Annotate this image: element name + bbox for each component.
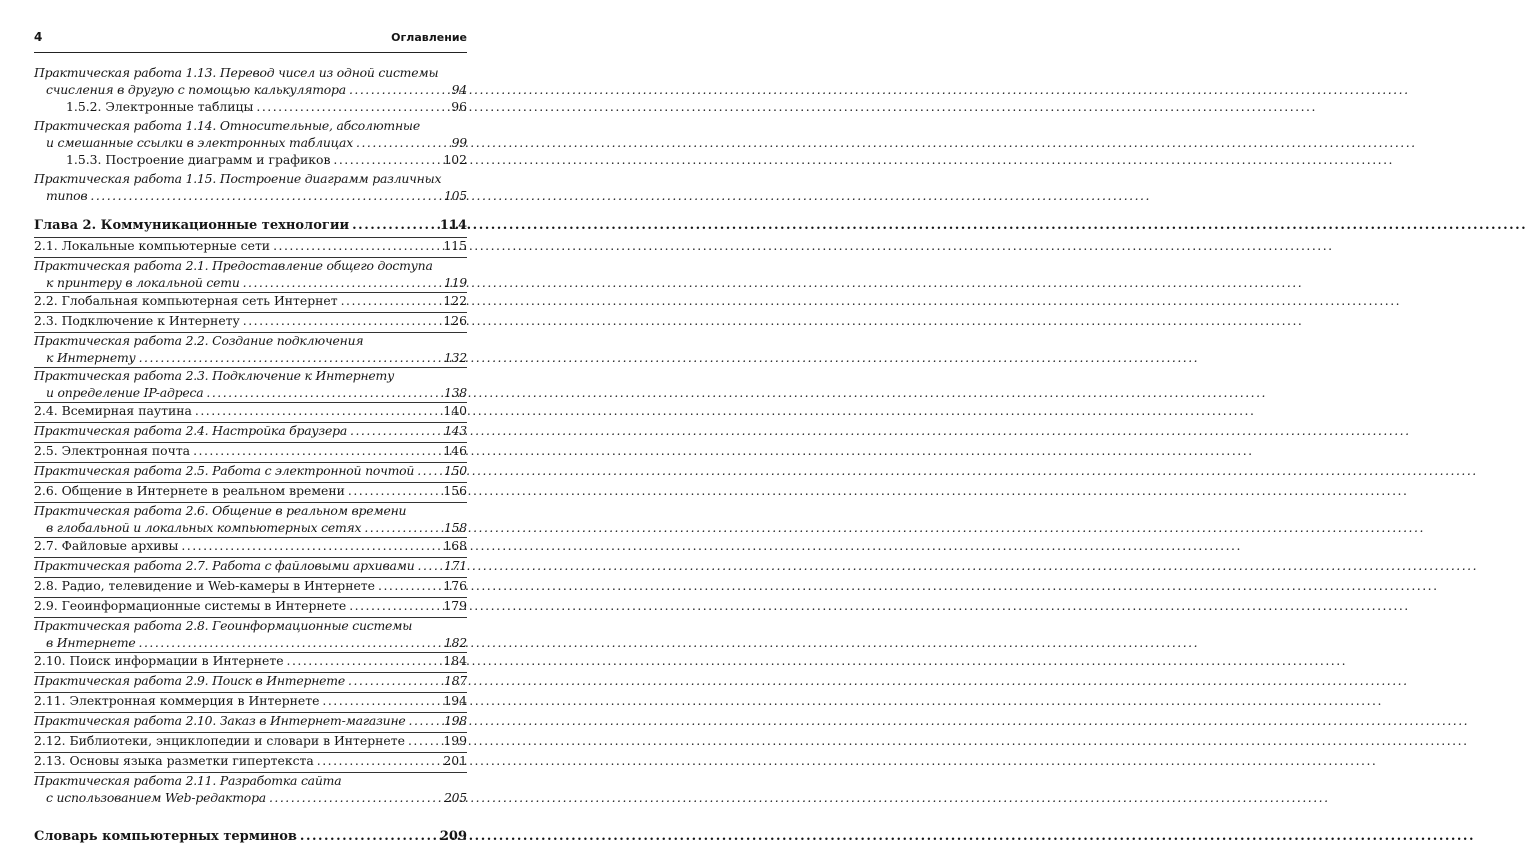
toc-entry-title: Практическая работа 2.10. Заказ в Интернет-магазине: [34, 713, 406, 728]
page-header: [34, 22, 467, 53]
toc-entry-section: [34, 733, 467, 752]
toc-entry-title: Глава 2. Коммуникационные технологии: [34, 218, 350, 233]
toc-entry-title: 2.12. Библиотеки, энциклопедии и словари в Интернете: [34, 733, 405, 748]
toc-entry-title-continuation: и определение IP-адреса: [46, 384, 204, 400]
toc-entry-title: 1.5.3. Построение диаграмм и графиков: [66, 152, 331, 167]
toc-entry-practical: [34, 258, 467, 292]
toc-leader-dots: [273, 238, 440, 253]
toc-entry-subsection: [34, 152, 467, 171]
toc-entry-section: [34, 313, 467, 332]
toc-page-number: 182: [443, 634, 467, 650]
toc-entry-title: 2.5. Электронная почта: [34, 443, 191, 458]
toc-entry-section: [34, 538, 467, 557]
toc-page-number: 114: [439, 218, 467, 233]
toc-entry-section: [34, 238, 467, 257]
running-title: Оглавление: [391, 31, 467, 44]
toc-leader-dots: [243, 313, 441, 328]
toc-page-number: 126: [443, 313, 467, 328]
toc-entry-title-continuation: типов: [46, 187, 88, 203]
toc-leader-dots: [195, 403, 440, 418]
toc-entry-title-continuation: счисления в другую с помощью калькулятора: [46, 81, 346, 97]
toc-entry-title: 2.7. Файловые архивы: [34, 538, 179, 553]
toc-entry-title: 2.8. Радио, телевидение и Web-камеры в Интернете: [34, 578, 375, 593]
toc-entry-title: Словарь компьютерных терминов: [34, 829, 297, 844]
toc-entry-section: [34, 578, 467, 597]
toc-leader-dots: [350, 423, 441, 438]
toc-entry-title-continuation: к принтеру в локальной сети: [46, 274, 240, 290]
toc-entry-practical: [34, 423, 467, 442]
toc-entry-title: Практическая работа 2.1. Предоставление общего доступа: [34, 258, 433, 273]
toc-page-number: 122: [443, 293, 467, 308]
toc-entry-section: [34, 483, 467, 502]
toc-entry-practical: [34, 118, 467, 152]
toc-leader-dots: [269, 790, 441, 805]
toc-page-number: 143: [443, 423, 467, 438]
toc-page-number: 198: [443, 713, 467, 728]
toc-leader-dots: [418, 558, 441, 573]
toc-entry-practical: [34, 368, 467, 402]
toc-entry-practical: [34, 463, 467, 482]
toc-leader-dots: [417, 463, 441, 478]
toc-entry-title: 2.6. Общение в Интернете в реальном времени: [34, 483, 345, 498]
toc-page-number: 209: [439, 829, 467, 844]
toc-entry-title: Практическая работа 1.13. Перевод чисел из одной системы: [34, 65, 439, 80]
toc-entry-title: Практическая работа 2.8. Геоинформационные системы: [34, 618, 413, 633]
toc-page-number: 176: [443, 578, 467, 593]
toc-leader-dots: [408, 733, 440, 748]
toc-entry-section: [34, 293, 467, 312]
toc-page-number: 140: [443, 403, 467, 418]
toc-entry-practical: [34, 673, 467, 692]
toc-entry-section: [34, 753, 467, 772]
toc-entry-title: 2.1. Локальные компьютерные сети: [34, 238, 271, 253]
toc-entry-title: 2.3. Подключение к Интернету: [34, 313, 240, 328]
toc-entry-title-continuation: в Интернете: [46, 634, 136, 650]
toc-leader-dots: [243, 275, 441, 290]
toc-page-number: 156: [443, 483, 467, 498]
toc-entry-title: 2.2. Глобальная компьютерная сеть Интернет: [34, 293, 338, 308]
toc-entry-section: [34, 403, 467, 422]
toc-entry-practical: [34, 503, 467, 537]
toc-page-number: 96: [451, 99, 467, 114]
toc-entry-practical: [34, 333, 467, 367]
toc-entry-section: [34, 653, 467, 672]
toc-leader-dots: [352, 218, 437, 233]
toc-entry-section: [34, 443, 467, 462]
toc-entry-title: 2.10. Поиск информации в Интернете: [34, 653, 284, 668]
toc-page-number: 184: [443, 653, 467, 668]
toc-leader-dots: [356, 135, 449, 150]
toc-page-number: 146: [443, 443, 467, 458]
toc-page-number: 102: [443, 152, 467, 167]
toc-entry-practical: [34, 171, 467, 205]
toc-leader-dots: [348, 673, 441, 688]
toc-page-number: 150: [443, 463, 467, 478]
toc-entry-practical: [34, 618, 467, 652]
toc-entry-title: Практическая работа 2.11. Разработка сайта: [34, 773, 342, 788]
toc-leader-dots: [193, 443, 440, 458]
table-of-contents: [34, 65, 467, 848]
toc-entry-title-continuation: и смешанные ссылки в электронных таблицах: [46, 134, 354, 150]
toc-leader-dots: [139, 635, 441, 650]
toc-entry-title: Практическая работа 2.9. Поиск в Интернете: [34, 673, 345, 688]
toc-entry-title-continuation: с использованием Web-редактора: [46, 789, 266, 805]
toc-leader-dots: [139, 350, 441, 365]
toc-leader-dots: [317, 753, 441, 768]
toc-entry-chapter: [34, 218, 467, 237]
toc-entry-glossary: [34, 829, 467, 848]
toc-page-number: 99: [451, 134, 467, 150]
toc-leader-dots: [206, 385, 441, 400]
toc-page-number: 201: [443, 753, 467, 768]
page-number: 4: [34, 30, 43, 44]
toc-page-number: 205: [443, 789, 467, 805]
toc-leader-dots: [300, 829, 437, 844]
toc-page-number: 138: [443, 384, 467, 400]
toc-entry-title-continuation: к Интернету: [46, 349, 136, 365]
toc-leader-dots: [349, 82, 449, 97]
toc-leader-dots: [349, 598, 440, 613]
toc-page-number: 132: [443, 349, 467, 365]
toc-entry-practical: [34, 558, 467, 577]
toc-entry-title: Практическая работа 2.4. Настройка браузера: [34, 423, 348, 438]
toc-entry-title: 1.5.2. Электронные таблицы: [66, 99, 254, 114]
toc-leader-dots: [322, 693, 440, 708]
toc-entry-title: Практическая работа 1.14. Относительные, абсолютные: [34, 118, 420, 133]
toc-entry-practical: [34, 773, 467, 807]
toc-leader-dots: [409, 713, 441, 728]
toc-entry-practical: [34, 713, 467, 732]
toc-leader-dots: [341, 293, 441, 308]
toc-entry-section: [34, 693, 467, 712]
toc-leader-dots: [287, 653, 441, 668]
toc-page-number: 187: [443, 673, 467, 688]
toc-entry-title: Практическая работа 1.15. Построение диаграмм различных: [34, 171, 442, 186]
toc-page-number: 171: [443, 558, 467, 573]
toc-leader-dots: [181, 538, 440, 553]
toc-page-number: 158: [443, 519, 467, 535]
toc-entry-title: Практическая работа 2.6. Общение в реальном времени: [34, 503, 407, 518]
toc-page-number: 119: [443, 274, 467, 290]
toc-entry-title: 2.11. Электронная коммерция в Интернете: [34, 693, 320, 708]
toc-page-number: 199: [443, 733, 467, 748]
toc-entry-title: Практическая работа 2.3. Подключение к Интернету: [34, 368, 395, 383]
toc-entry-title: Практическая работа 2.5. Работа с электронной почтой: [34, 463, 415, 478]
toc-page-number: 179: [443, 598, 467, 613]
toc-leader-dots: [333, 152, 440, 167]
toc-page-number: 168: [443, 538, 467, 553]
toc-entry-title: 2.9. Геоинформационные системы в Интернете: [34, 598, 347, 613]
toc-entry-title: Практическая работа 2.2. Создание подключения: [34, 333, 364, 348]
toc-page-number: 115: [443, 238, 467, 253]
toc-entry-subsection: [34, 99, 467, 118]
toc-entry-title: 2.4. Всемирная паутина: [34, 403, 192, 418]
toc-page-number: 194: [443, 693, 467, 708]
toc-page-number: 105: [443, 187, 467, 203]
toc-leader-dots: [378, 578, 440, 593]
toc-page-number: 94: [451, 81, 467, 97]
toc-entry-title: Практическая работа 2.7. Работа с файловыми архивами: [34, 558, 415, 573]
toc-entry-title-continuation: в глобальной и локальных компьютерных сетях: [46, 519, 362, 535]
book-page: [0, 0, 501, 844]
toc-entry-section: [34, 598, 467, 617]
toc-leader-dots: [364, 520, 441, 535]
toc-entry-practical: [34, 65, 467, 99]
toc-leader-dots: [90, 188, 441, 203]
toc-leader-dots: [348, 483, 440, 498]
toc-entry-title: 2.13. Основы языка разметки гипертекста: [34, 753, 314, 768]
toc-leader-dots: [256, 99, 448, 114]
